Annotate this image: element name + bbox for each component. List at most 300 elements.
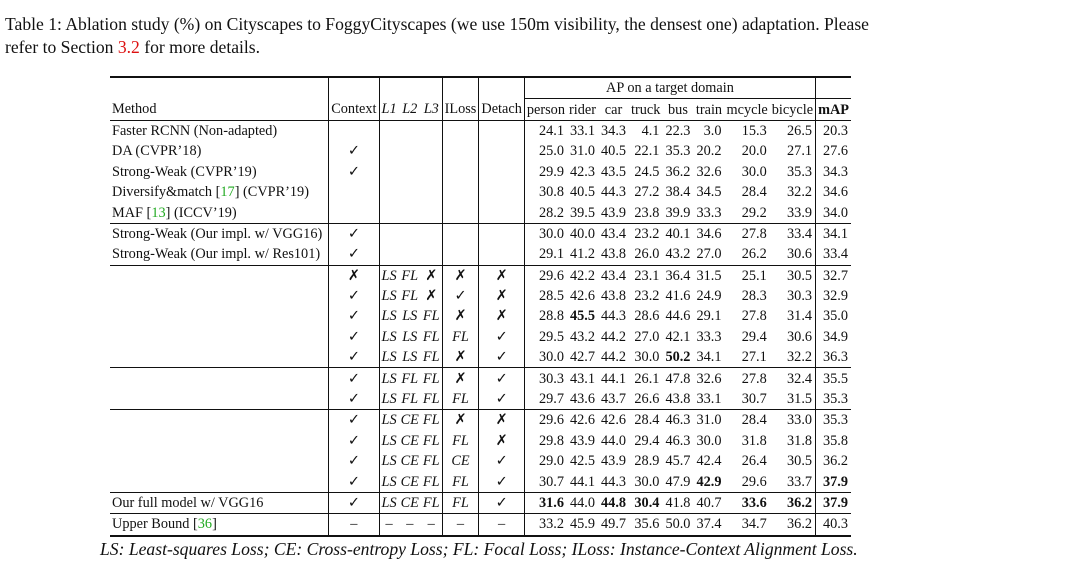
ap-value-cell: 44.3 xyxy=(601,184,627,201)
header-class: train xyxy=(695,101,723,118)
citation-link[interactable]: 36 xyxy=(197,516,213,533)
header-class: car xyxy=(604,101,623,118)
table-row xyxy=(110,306,851,326)
iloss-cell: ✗ xyxy=(442,347,479,368)
ap-value-cell: 43.6 xyxy=(569,391,596,408)
l2-cell: CE xyxy=(400,432,419,449)
l2-cell: CE xyxy=(400,453,419,470)
header-detach: Detach xyxy=(479,99,524,120)
context-cell: ✓ xyxy=(329,431,379,451)
method-cell: Strong-Weak (Our impl. w/ VGG16) xyxy=(110,223,329,244)
ap-value-cell: 44.8 xyxy=(598,492,629,513)
ap-value-cell: 26.2 xyxy=(741,246,767,263)
context-cell: ✓ xyxy=(329,286,379,306)
ap-value-cell: 42.7 xyxy=(569,349,596,366)
header-class: person xyxy=(524,99,567,120)
ap-value-cell: 34.1 xyxy=(696,349,722,366)
table-caption xyxy=(5,13,1080,59)
ap-value-cell: 30.3 xyxy=(524,368,567,389)
l1-cell: LS xyxy=(379,431,399,451)
table-row xyxy=(110,182,851,202)
ap-value-cell: 47.9 xyxy=(665,473,691,490)
l1-cell xyxy=(379,202,399,223)
ap-value-cell: 29.2 xyxy=(741,204,767,221)
l3-cell xyxy=(421,141,442,161)
ap-value-cell: 30.0 xyxy=(524,223,567,244)
context-cell: ✓ xyxy=(329,347,379,368)
context-cell: ✓ xyxy=(329,327,379,347)
ap-value-cell: 46.3 xyxy=(665,432,691,449)
l1-cell: LS xyxy=(379,327,399,347)
ap-value-cell: 32.6 xyxy=(693,368,724,389)
ap-value-cell: 43.7 xyxy=(601,391,627,408)
table-row xyxy=(110,202,851,223)
l2-cell xyxy=(399,202,421,223)
map-value-cell: 35.0 xyxy=(816,306,851,326)
method-cell: DA (CVPR’18) xyxy=(112,143,202,160)
ap-value-cell: 35.6 xyxy=(629,514,662,536)
header-method: Method xyxy=(112,101,157,118)
detach-cell xyxy=(479,141,524,161)
ap-value-cell: 27.0 xyxy=(634,328,660,345)
ap-value-cell: 29.5 xyxy=(524,327,567,347)
ap-value-cell: 40.1 xyxy=(662,223,693,244)
ap-value-cell: 42.6 xyxy=(598,410,629,431)
ap-value-cell: 45.9 xyxy=(567,514,598,536)
iloss-cell xyxy=(442,182,479,202)
map-value-cell: 35.5 xyxy=(816,368,851,389)
ap-value-cell: 30.3 xyxy=(787,288,813,305)
table-row xyxy=(110,410,851,431)
ap-value-cell: 29.4 xyxy=(741,328,767,345)
context-cell: ✓ xyxy=(329,368,379,389)
iloss-cell: FL xyxy=(442,431,479,451)
ap-value-cell: 43.9 xyxy=(569,432,596,449)
ap-value-cell: 50.0 xyxy=(662,514,693,536)
ap-value-cell: 31.5 xyxy=(693,265,724,286)
context-cell: ✗ xyxy=(329,265,379,286)
detach-cell xyxy=(479,162,524,182)
ap-value-cell: 45.5 xyxy=(569,308,596,325)
ap-value-cell: 4.1 xyxy=(629,120,662,141)
ap-value-cell: 29.4 xyxy=(634,432,660,449)
ap-value-cell: 28.9 xyxy=(634,453,660,470)
ap-value-cell: 36.2 xyxy=(770,514,816,536)
l1-cell xyxy=(379,120,399,141)
ap-value-cell: 22.1 xyxy=(634,143,660,160)
map-value-cell: 35.8 xyxy=(816,431,851,451)
ap-value-cell: 43.1 xyxy=(567,368,598,389)
header-class: bicycle xyxy=(771,101,814,118)
context-cell: ✓ xyxy=(329,162,379,182)
ap-value-cell: 23.2 xyxy=(629,223,662,244)
ap-value-cell: 29.1 xyxy=(696,308,722,325)
method-cell xyxy=(110,514,329,536)
context-cell: ✓ xyxy=(329,410,379,431)
ap-value-cell: 23.1 xyxy=(629,265,662,286)
ap-value-cell: 33.0 xyxy=(770,410,816,431)
ap-value-cell: 30.5 xyxy=(787,453,813,470)
l3-cell: FL xyxy=(421,410,442,431)
detach-cell xyxy=(479,120,524,141)
ap-value-cell: 26.0 xyxy=(634,246,660,263)
l2-cell: FL xyxy=(399,265,421,286)
map-value-cell: 34.3 xyxy=(816,162,851,182)
l1-cell: LS xyxy=(379,265,399,286)
ap-value-cell: 32.6 xyxy=(696,163,722,180)
caption-line-1: Table 1: Ablation study (%) on Cityscapes to FoggyCityscapes (we use 150m visibility, the densest one) adaptation. Please xyxy=(5,14,869,34)
ap-value-cell: 40.7 xyxy=(693,492,724,513)
l1-cell: LS xyxy=(379,389,399,410)
l1-cell xyxy=(379,223,399,244)
l1-cell: LS xyxy=(379,471,399,492)
ap-value-cell: 42.6 xyxy=(569,288,596,305)
l2-cell: CE xyxy=(399,492,421,513)
iloss-cell: ✓ xyxy=(442,286,479,306)
ap-value-cell: 30.0 xyxy=(634,473,660,490)
ap-value-cell: 41.6 xyxy=(665,288,691,305)
method-text: Upper Bound [ xyxy=(112,516,198,533)
context-cell: ✓ xyxy=(329,141,379,161)
iloss-cell xyxy=(442,223,479,244)
l3-cell: FL xyxy=(422,328,440,345)
method-cell: Faster RCNN (Non-adapted) xyxy=(110,120,329,141)
ap-value-cell: 43.4 xyxy=(598,223,629,244)
ap-value-cell: 28.5 xyxy=(524,286,567,306)
ablation-table xyxy=(110,76,851,537)
context-cell xyxy=(329,120,379,141)
ap-value-cell: 27.8 xyxy=(741,308,767,325)
ap-value-cell: 36.4 xyxy=(662,265,693,286)
ap-value-cell: 31.4 xyxy=(787,308,813,325)
l3-cell: FL xyxy=(422,308,440,325)
l3-cell xyxy=(421,162,442,182)
ap-value-cell: 42.6 xyxy=(567,410,598,431)
ap-value-cell: 44.1 xyxy=(569,473,596,490)
ap-value-cell: 40.5 xyxy=(601,143,627,160)
ap-value-cell: 27.8 xyxy=(725,223,770,244)
l3-cell: FL xyxy=(422,473,440,490)
table-row xyxy=(110,492,851,513)
ap-value-cell: 38.4 xyxy=(665,184,691,201)
map-value-cell: 37.9 xyxy=(816,471,851,492)
detach-cell: ✓ xyxy=(479,389,524,410)
ap-value-cell: 32.2 xyxy=(787,184,813,201)
method-cell xyxy=(110,347,329,368)
ap-value-cell: 32.4 xyxy=(770,368,816,389)
ap-value-cell: 31.5 xyxy=(787,391,813,408)
method-cell xyxy=(110,389,329,410)
ap-value-cell: 43.2 xyxy=(665,246,691,263)
ap-value-cell: 33.3 xyxy=(696,328,722,345)
l3-cell: FL xyxy=(421,368,442,389)
ap-value-cell: 30.6 xyxy=(787,246,813,263)
ap-value-cell: 26.1 xyxy=(629,368,662,389)
detach-cell: ✗ xyxy=(479,286,524,306)
detach-cell: ✓ xyxy=(479,471,524,492)
ap-value-cell: 41.2 xyxy=(569,246,596,263)
ap-value-cell: 33.2 xyxy=(524,514,567,536)
map-value-cell: 20.3 xyxy=(816,120,851,141)
ap-value-cell: 33.1 xyxy=(696,391,722,408)
method-cell: Strong-Weak (Our impl. w/ Res101) xyxy=(112,246,321,263)
method-cell: Our full model w/ VGG16 xyxy=(110,492,329,513)
method-cell xyxy=(110,265,329,286)
ap-value-cell: 35.3 xyxy=(787,163,813,180)
l3-cell xyxy=(421,223,442,244)
ap-value-cell: 26.4 xyxy=(741,453,767,470)
ap-value-cell: 34.7 xyxy=(725,514,770,536)
context-cell: – xyxy=(329,514,379,536)
ap-value-cell: 27.1 xyxy=(741,349,767,366)
iloss-cell xyxy=(442,244,479,265)
iloss-cell: ✗ xyxy=(442,265,479,286)
iloss-cell xyxy=(442,120,479,141)
ap-value-cell: 44.2 xyxy=(601,349,627,366)
ap-value-cell: 43.5 xyxy=(601,163,627,180)
ap-value-cell: 28.2 xyxy=(524,202,567,223)
ap-value-cell: 23.8 xyxy=(634,204,660,221)
method-cell xyxy=(110,327,329,347)
map-value-cell: 34.9 xyxy=(816,327,851,347)
l2-cell xyxy=(399,182,421,202)
context-cell xyxy=(329,182,379,202)
ap-value-cell: 28.4 xyxy=(741,184,767,201)
table-row xyxy=(110,162,851,182)
method-text: ] (ICCV’19) xyxy=(165,204,237,221)
ap-value-cell: 29.1 xyxy=(524,244,567,265)
detach-cell: ✓ xyxy=(479,451,524,471)
ap-value-cell: 40.0 xyxy=(567,223,598,244)
ap-value-cell: 43.8 xyxy=(601,246,627,263)
citation-link[interactable]: 13 xyxy=(151,204,166,221)
ap-value-cell: 41.8 xyxy=(662,492,693,513)
table-row xyxy=(110,451,851,471)
detach-cell: ✗ xyxy=(479,431,524,451)
ap-value-cell: 34.3 xyxy=(598,120,629,141)
table-row xyxy=(110,244,851,265)
ap-value-cell: 31.6 xyxy=(524,492,567,513)
caption-line-2 xyxy=(5,36,1080,59)
table-row xyxy=(110,265,851,286)
ap-value-cell: 42.3 xyxy=(569,163,596,180)
table-row xyxy=(110,347,851,368)
l1-cell: LS xyxy=(379,347,399,368)
iloss-cell: FL xyxy=(442,492,479,513)
ap-value-cell: 30.7 xyxy=(524,471,567,492)
ap-value-cell: 29.8 xyxy=(524,431,567,451)
map-value-cell: 35.3 xyxy=(816,410,851,431)
ap-value-cell: 30.0 xyxy=(524,347,567,368)
ap-value-cell: 39.9 xyxy=(665,204,691,221)
header-class: mcycle xyxy=(726,101,768,118)
l1-cell xyxy=(379,244,399,265)
l3-cell: FL xyxy=(422,391,440,408)
table-body xyxy=(110,120,851,535)
detach-cell xyxy=(479,223,524,244)
l1-cell xyxy=(379,162,399,182)
map-value-cell: 32.9 xyxy=(816,286,851,306)
ap-value-cell: 28.6 xyxy=(634,308,660,325)
l1-cell: LS xyxy=(379,410,399,431)
ap-value-cell: 22.3 xyxy=(662,120,693,141)
method-text: Diversify&match [ xyxy=(112,184,221,201)
l3-cell: – xyxy=(421,514,442,536)
ap-value-cell: 31.8 xyxy=(741,432,767,449)
header-l1: L1 xyxy=(379,99,399,120)
l3-cell xyxy=(421,244,442,265)
context-cell: ✓ xyxy=(329,223,379,244)
table-row xyxy=(110,389,851,410)
ap-value-cell: 30.0 xyxy=(741,163,767,180)
method-cell xyxy=(110,431,329,451)
ap-value-cell: 23.2 xyxy=(634,288,660,305)
ap-value-cell: 33.9 xyxy=(787,204,813,221)
ap-value-cell: 35.3 xyxy=(665,143,691,160)
ap-value-cell: 43.4 xyxy=(598,265,629,286)
ap-value-cell: 45.7 xyxy=(665,453,691,470)
ap-value-cell: 15.3 xyxy=(725,120,770,141)
l1-cell: LS xyxy=(379,306,399,326)
ap-value-cell: 47.8 xyxy=(662,368,693,389)
table-row xyxy=(110,514,851,536)
iloss-cell: FL xyxy=(442,471,479,492)
ap-value-cell: 46.3 xyxy=(662,410,693,431)
ap-value-cell: 40.5 xyxy=(569,184,596,201)
l1-cell: LS xyxy=(379,451,399,471)
iloss-cell xyxy=(442,141,479,161)
header-row xyxy=(110,99,851,120)
iloss-cell xyxy=(442,202,479,223)
iloss-cell: ✗ xyxy=(442,410,479,431)
context-cell xyxy=(329,202,379,223)
map-value-cell: 40.3 xyxy=(816,514,851,536)
ap-value-cell: 44.0 xyxy=(601,432,627,449)
context-cell: ✓ xyxy=(329,244,379,265)
ap-value-cell: 36.2 xyxy=(770,492,816,513)
ap-value-cell: 39.5 xyxy=(569,204,596,221)
iloss-cell: – xyxy=(442,514,479,536)
table-row xyxy=(110,368,851,389)
ap-value-cell: 33.6 xyxy=(725,492,770,513)
ap-value-cell: 44.3 xyxy=(601,308,627,325)
ap-value-cell: 31.8 xyxy=(787,432,813,449)
l3-cell xyxy=(421,120,442,141)
ap-value-cell: 33.1 xyxy=(567,120,598,141)
ap-value-cell: 29.6 xyxy=(741,473,767,490)
method-cell xyxy=(110,306,329,326)
ap-value-cell: 31.0 xyxy=(693,410,724,431)
l2-cell xyxy=(399,162,421,182)
table-row xyxy=(110,141,851,161)
caption-text: refer to Section xyxy=(5,37,118,57)
l1-cell: LS xyxy=(379,368,399,389)
ap-value-cell: 43.9 xyxy=(601,204,627,221)
context-cell: ✓ xyxy=(329,451,379,471)
map-value-cell: 35.3 xyxy=(816,389,851,410)
table-row xyxy=(110,286,851,306)
ap-value-cell: 28.3 xyxy=(741,288,767,305)
ap-value-cell: 27.2 xyxy=(634,184,660,201)
map-value-cell: 27.6 xyxy=(816,141,851,161)
ap-value-cell: 3.0 xyxy=(693,120,724,141)
ap-value-cell: 28.8 xyxy=(524,306,567,326)
ap-value-cell: 43.8 xyxy=(601,288,627,305)
method-cell xyxy=(110,202,329,223)
method-cell xyxy=(110,286,329,306)
table-row xyxy=(110,223,851,244)
ap-value-cell: 29.0 xyxy=(524,451,567,471)
detach-cell xyxy=(479,182,524,202)
ap-value-cell: 24.1 xyxy=(524,120,567,141)
map-value-cell: 33.4 xyxy=(816,244,851,265)
iloss-cell: FL xyxy=(442,327,479,347)
map-value-cell: 34.1 xyxy=(816,223,851,244)
ap-value-cell: 33.3 xyxy=(696,204,722,221)
iloss-cell: CE xyxy=(442,451,479,471)
ap-value-cell: 33.7 xyxy=(787,473,813,490)
method-cell xyxy=(110,410,329,431)
context-cell: ✓ xyxy=(329,389,379,410)
l2-cell: FL xyxy=(399,368,421,389)
ap-value-cell: 29.6 xyxy=(524,265,567,286)
l2-cell: FL xyxy=(401,288,419,305)
ap-value-cell: 29.6 xyxy=(524,410,567,431)
l2-cell xyxy=(399,244,421,265)
ap-value-cell: 32.2 xyxy=(787,349,813,366)
l1-cell: – xyxy=(379,514,399,536)
ap-value-cell: 33.4 xyxy=(770,223,816,244)
ap-value-cell: 42.9 xyxy=(696,473,722,490)
ap-value-cell: 42.2 xyxy=(567,265,598,286)
detach-cell: – xyxy=(479,514,524,536)
ap-value-cell: 44.0 xyxy=(567,492,598,513)
ap-value-cell: 30.5 xyxy=(770,265,816,286)
iloss-cell: FL xyxy=(442,389,479,410)
ap-value-cell: 37.4 xyxy=(693,514,724,536)
citation-link[interactable]: 17 xyxy=(220,184,235,201)
ap-value-cell: 28.4 xyxy=(725,410,770,431)
caption-text: for more details. xyxy=(139,37,261,57)
l2-cell xyxy=(399,223,421,244)
l2-cell: LS xyxy=(402,308,418,325)
method-text: MAF [ xyxy=(112,204,152,221)
context-cell: ✓ xyxy=(329,471,379,492)
l2-cell: – xyxy=(399,514,421,536)
detach-cell: ✓ xyxy=(479,368,524,389)
ap-value-cell: 26.5 xyxy=(770,120,816,141)
map-value-cell: 36.2 xyxy=(816,451,851,471)
ap-value-cell: 43.8 xyxy=(665,391,691,408)
ap-value-cell: 43.9 xyxy=(601,453,627,470)
ap-value-cell: 44.3 xyxy=(601,473,627,490)
section-link[interactable]: 3.2 xyxy=(117,37,140,57)
iloss-cell: ✗ xyxy=(442,306,479,326)
ap-value-cell: 29.7 xyxy=(524,389,567,410)
method-text: ] xyxy=(212,516,217,533)
context-cell: ✓ xyxy=(329,306,379,326)
l3-cell xyxy=(421,202,442,223)
ap-value-cell: 30.0 xyxy=(696,432,722,449)
ap-value-cell: 20.2 xyxy=(696,143,722,160)
l2-cell xyxy=(399,120,421,141)
iloss-cell xyxy=(442,162,479,182)
header-class: rider xyxy=(569,101,596,118)
detach-cell: ✗ xyxy=(479,306,524,326)
ap-value-cell: 27.1 xyxy=(787,143,813,160)
ap-value-cell: 34.6 xyxy=(693,223,724,244)
ap-value-cell: 30.4 xyxy=(629,492,662,513)
